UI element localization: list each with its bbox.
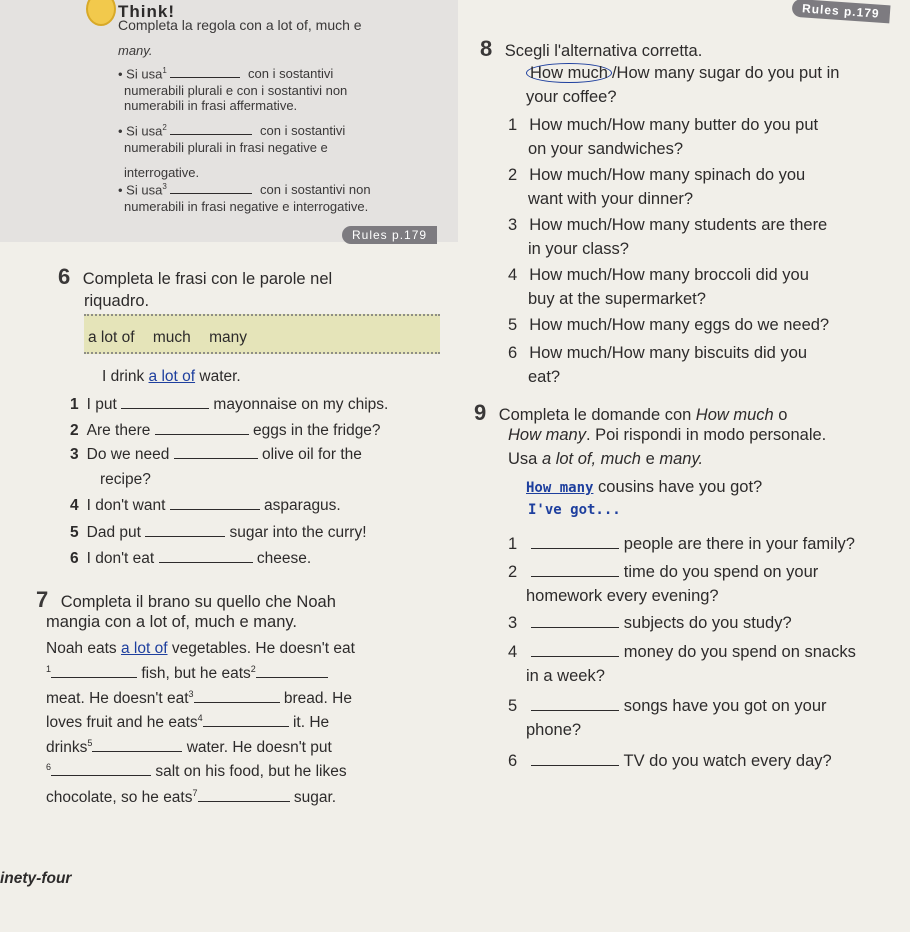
ex9-item-6: 6 TV do you watch every day? — [508, 752, 832, 770]
word-many: many — [209, 329, 247, 346]
ex9-blank-1[interactable] — [531, 547, 619, 549]
rule-3-l2: numerabili in frasi negative e interrogative. — [124, 199, 369, 214]
ex6-blank-1[interactable] — [121, 407, 209, 409]
ex8-item-1: 1 How much/How many butter do you put — [508, 116, 819, 134]
ex8-item-6-l2: eat? — [528, 368, 561, 386]
ex6-item-5: 5 Dad put sugar into the curry! — [70, 524, 367, 541]
ex6-item-4: 4 I don't want asparagus. — [70, 497, 341, 514]
ex8-item-1-l2: on your sandwiches? — [528, 140, 684, 158]
rule-3: • Si usa$^3$ con i sostantivi non — [118, 182, 371, 198]
rule-2-l3: interrogative. — [124, 165, 200, 180]
ex7-line-3: meat. He doesn't eat$^3$ bread. He — [46, 689, 352, 708]
ex9-blank-2[interactable] — [531, 575, 619, 577]
word-a-lot-of: a lot of — [88, 329, 135, 346]
ex8-example-2: your coffee? — [526, 88, 617, 106]
rule-3-blank[interactable] — [170, 192, 252, 194]
ex6-blank-4[interactable] — [170, 508, 260, 510]
ex8-item-4: 4 How much/How many broccoli did you — [508, 266, 809, 284]
ex9-example: How many cousins have you got? — [526, 478, 763, 496]
ex8-example-circled: How much — [526, 63, 612, 83]
word-much: much — [152, 329, 191, 346]
ex7-blank-4[interactable] — [203, 725, 289, 727]
ex6-header: 6 Completa le frasi con le parole nel — [58, 264, 333, 289]
ex7-line-7: chocolate, so he eats$^7$ sugar. — [46, 788, 337, 807]
rules-tag-top-right[interactable]: Rules p.179 — [791, 0, 890, 23]
ex8-item-6: 6 How much/How many biscuits did you — [508, 344, 808, 362]
ex7-blank-2[interactable] — [256, 676, 328, 678]
ex7-line-6: $^6$ salt on his food, but he likes — [46, 762, 347, 781]
rule-1: • Si usa$^1$ con i sostantivi — [118, 66, 334, 82]
think-instruction-2: many. — [118, 43, 153, 58]
ex7-blank-5[interactable] — [92, 750, 182, 752]
ex8-item-5: 5 How much/How many eggs do we need? — [508, 316, 830, 334]
ex9-blank-4[interactable] — [531, 655, 619, 657]
ex9-item-1: 1 people are there in your family? — [508, 535, 855, 553]
rule-2: • Si usa$^2$ con i sostantivi — [118, 123, 346, 139]
word-box-words — [88, 329, 247, 347]
ex9-item-4-l2: in a week? — [526, 667, 605, 685]
ex6-item-6: 6 I don't eat cheese. — [70, 550, 312, 567]
ex9-header: 9 Completa le domande con How much o — [474, 400, 788, 425]
ex9-blank-3[interactable] — [531, 626, 619, 628]
ex9-title-2: How many. Poi rispondi in modo personale. — [508, 426, 827, 444]
rule-1-l2: numerabili plurali e con i sostantivi non — [124, 83, 348, 98]
ex9-item-5-l2: phone? — [526, 721, 582, 739]
ex6-item-3: 3 Do we need olive oil for the — [70, 446, 362, 463]
ex8-item-3-l2: in your class? — [528, 240, 629, 258]
rule-1-blank[interactable] — [170, 76, 240, 78]
ex8-header: 8 Scegli l'alternativa corretta. — [480, 36, 703, 61]
ex8-example: How much /How many sugar do you put in — [526, 64, 839, 83]
ex8-item-2-l2: want with your dinner? — [528, 190, 694, 208]
rule-2-l2: numerabili plurali in frasi negative e — [124, 140, 328, 155]
ex8-item-4-l2: buy at the supermarket? — [528, 290, 706, 308]
page-number-footer: inety-four — [0, 870, 72, 887]
ex7-title-2: mangia con a lot of, much e many. — [46, 613, 297, 631]
ex7-header: 7 Completa il brano su quello che Noah — [36, 587, 336, 612]
ex6-blank-2[interactable] — [155, 433, 249, 435]
ex9-blank-6[interactable] — [531, 764, 619, 766]
ex7-blank-7[interactable] — [198, 800, 290, 802]
rules-tag-think[interactable]: Rules p.179 — [342, 226, 437, 244]
ex7-blank-6[interactable] — [51, 774, 151, 776]
ex6-item-2: 2 Are there eggs in the fridge? — [70, 422, 381, 439]
think-title: Think! — [118, 2, 175, 21]
ex6-item-3-cont: recipe? — [100, 471, 151, 488]
ex6-title-2: riquadro. — [84, 292, 150, 310]
ex7-line-4: loves fruit and he eats$^4$ it. He — [46, 713, 330, 732]
ex6-blank-3[interactable] — [174, 457, 258, 459]
rule-1-l3: numerabili in frasi affermative. — [124, 98, 298, 113]
ex9-item-2-l2: homework every evening? — [526, 587, 719, 605]
ex9-item-3: 3 subjects do you study? — [508, 614, 792, 632]
ex8-item-3: 3 How much/How many students are there — [508, 216, 828, 234]
ex9-item-2: 2 time do you spend on your — [508, 563, 819, 581]
ex9-item-4: 4 money do you spend on snacks — [508, 643, 856, 661]
ex7-blank-1[interactable] — [51, 676, 137, 678]
ex7-blank-3[interactable] — [194, 701, 280, 703]
rule-2-blank[interactable] — [170, 133, 252, 135]
ex6-example: I drink a lot of water. — [102, 368, 241, 385]
ex7-line-5: drinks$^5$ water. He doesn't put — [46, 738, 332, 757]
ex8-item-2: 2 How much/How many spinach do you — [508, 166, 806, 184]
ex6-blank-5[interactable] — [145, 535, 225, 537]
ex6-item-1: 1 I put mayonnaise on my chips. — [70, 396, 389, 413]
ex7-line-1: Noah eats a lot of vegetables. He doesn't eat — [46, 640, 355, 657]
ex7-line-2: $^1$ fish, but he eats$^2$ — [46, 664, 328, 683]
ex6-blank-6[interactable] — [159, 561, 253, 563]
think-instruction: Completa la regola con a lot of, much e — [118, 17, 362, 33]
ex9-item-5: 5 songs have you got on your — [508, 697, 827, 715]
ex9-title-3: Usa a lot of, much e many. — [508, 450, 704, 468]
ex9-blank-5[interactable] — [531, 709, 619, 711]
ex9-example-reply: I've got... — [528, 502, 621, 518]
